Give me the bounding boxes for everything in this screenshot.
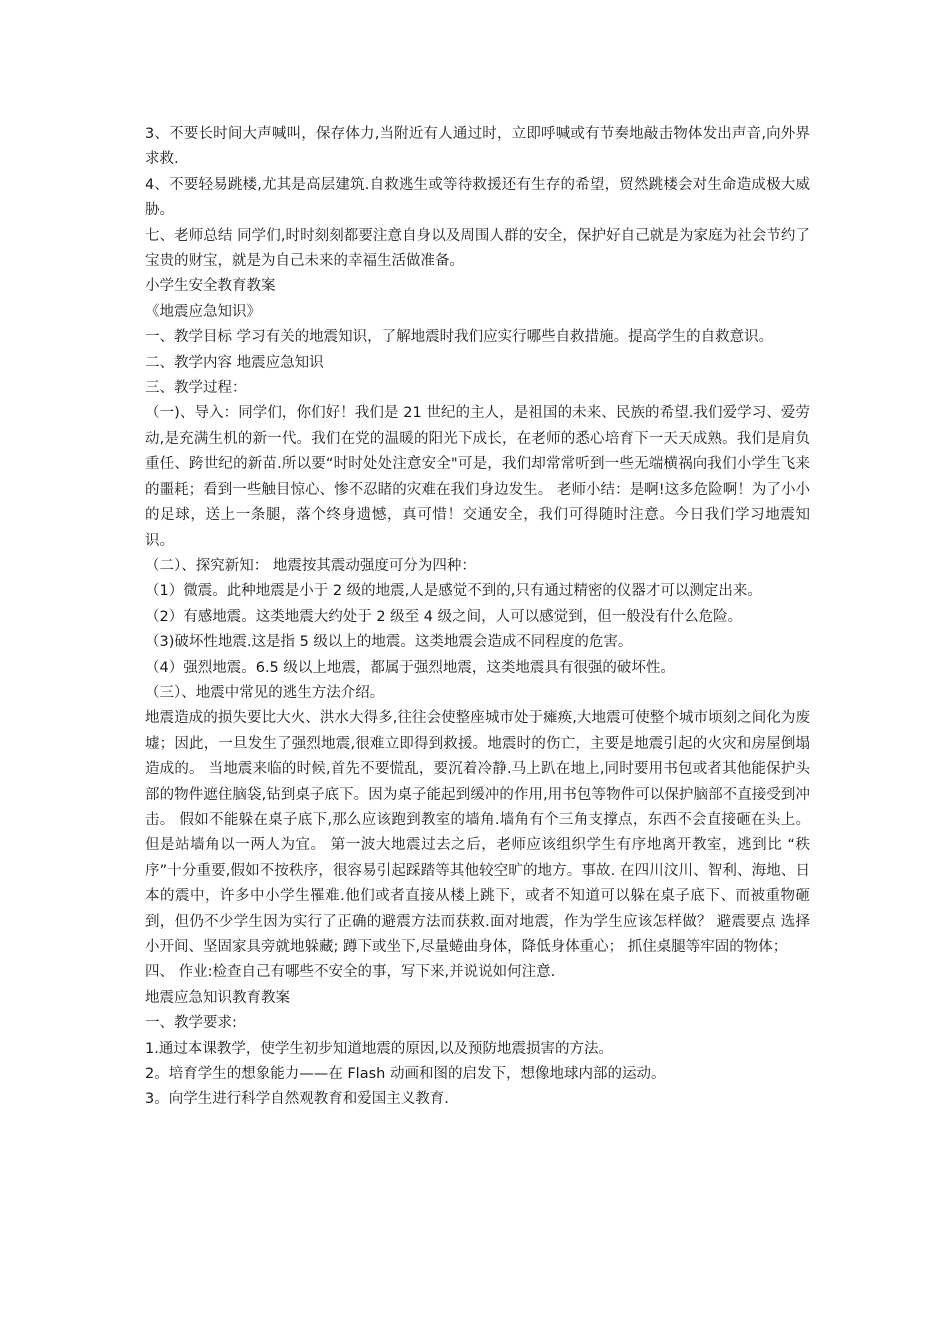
section-title-safety-lesson: 小学生安全教育教案: [145, 278, 276, 295]
paragraph-teaching-content: 二、教学内容 地震应急知识: [145, 354, 324, 371]
paragraph-no-shouting: 3、不要长时间大声喊叫，保存体力,当附近有人通过时，立即呼喊或有节奏地敲击物体发出声音,向外界求救.: [145, 126, 810, 168]
paragraph-micro-quake: （1）微震。此种地震是小于 2 级的地震,人是感觉不到的,只有通过精密的仪器才可以测定出来。: [145, 583, 762, 600]
paragraph-destructive-quake: （3)破坏性地震.这是指 5 级以上的地震。这类地震会造成不同程度的危害。: [145, 634, 633, 651]
document-body: [145, 122, 810, 1113]
paragraph-teaching-goal: 一、教学目标 学习有关的地震知识，了解地震时我们应实行哪些自救措施。提高学生的自救意识。: [145, 329, 774, 346]
paragraph-requirement-1: 1.通过本课教学，使学生初步知道地震的原因,以及预防地震损害的方法。: [145, 1040, 613, 1057]
paragraph-teaching-process: 三、教学过程：: [145, 380, 247, 397]
paragraph-no-jumping: 4、不要轻易跳楼,尤其是高层建筑.自救逃生或等待救援还有生存的希望，贸然跳楼会对生命造成极大威胁。: [145, 176, 810, 219]
lesson-title-earthquake: 《地震应急知识》: [145, 303, 261, 320]
paragraph-introduction: （一)、导入：同学们，你们好！我们是 21 世纪的主人，是祖国的未来、民族的希望.我们爱学习、爱劳动,是充满生机的新一代。我们在党的温暖的阳光下成长，在老师的悉心培育下一天天成熟。我们是肩负重任、跨世纪的新苗.所以要“时时处处注意安全"可是，我们却常常听到一些无端横祸向我们小学生飞来的噩耗；看到一些触目惊心、惨不忍睹的灾难在我们身边发生。 老师小结：是啊!这多危险啊！为了小小的足球，送上一条腿，落个终身遗憾，真可惜！交通安全，我们可得随时注意。今日我们学习地震知识。: [145, 405, 810, 549]
paragraph-explore-new: （二）、探究新知： 地震按其震动强度可分为四种：: [145, 557, 476, 574]
section-title-earthquake-education: 地震应急知识教育教案: [145, 989, 290, 1006]
paragraph-felt-quake: （2）有感地震。这类地震大约处于 2 级至 4 级之间，人可以感觉到，但一般没有什么危险。: [145, 608, 743, 625]
paragraph-requirement-2: 2。培育学生的想象能力——在 Flash 动画和图的启发下，想像地球内部的运动。: [145, 1066, 666, 1083]
paragraph-strong-quake: （4）强烈地震。6.5 级以上地震，都属于强烈地震，这类地震具有很强的破坏性。: [145, 659, 675, 676]
paragraph-teacher-summary: 七、老师总结 同学们,时时刻刻都要注意自身以及周围人群的安全，保护好自己就是为家庭为社会节约了宝贵的财宝，就是为自己未来的幸福生活做准备。: [145, 227, 810, 270]
paragraph-requirements: 一、教学要求:: [145, 1015, 237, 1032]
paragraph-escape-intro: （三）、地震中常见的逃生方法介绍。: [145, 684, 385, 701]
paragraph-requirement-3: 3。向学生进行科学自然观教育和爱国主义教育.: [145, 1091, 449, 1108]
paragraph-homework: 四、 作业:检查自己有哪些不安全的事，写下来,并说说如何注意.: [145, 964, 556, 981]
paragraph-escape-methods: 地震造成的损失要比大火、洪水大得多,往往会使整座城市处于瘫痪,大地震可使整个城市顷刻之间化为废墟；因此，一旦发生了强烈地震,很难立即得到救援。地震时的伤亡，主要是地震引起的火灾和房屋倒塌造成的。 当地震来临的时候,首先不要慌乱，要沉着冷静.马上趴在地上,同时要用书包或者其他能保护头部的物件遮住脑袋,钻到桌子底下。因为桌子能起到缓冲的作用,用书包等物件可以保护脑部不直接受到冲击。 假如不能躲在桌子底下,那么应该跑到教室的墙角.墙角有个三角支撑点，东西不会直接砸在头上。但是站墙角以一两人为宜。 第一波大地震过去之后，老师应该组织学生有序地离开教室，逃到比 “秩序”十分重要,假如不按秩序，很容易引起踩踏等其他较空旷的地方。事故. 在四川汶川、智利、海地、日本的震中，许多中小学生罹难.他们或者直接从楼上跳下，或者不知道可以躲在桌子底下、而被重物砸到，但仍不少学生因为实行了正确的避震方法而获救.面对地震，作为学生应该怎样做？ 避震要点 选择小开间、坚固家具旁就地躲藏; 蹲下或坐下,尽量蜷曲身体，降低身体重心； 抓住桌腿等牢固的物体；: [145, 710, 810, 955]
